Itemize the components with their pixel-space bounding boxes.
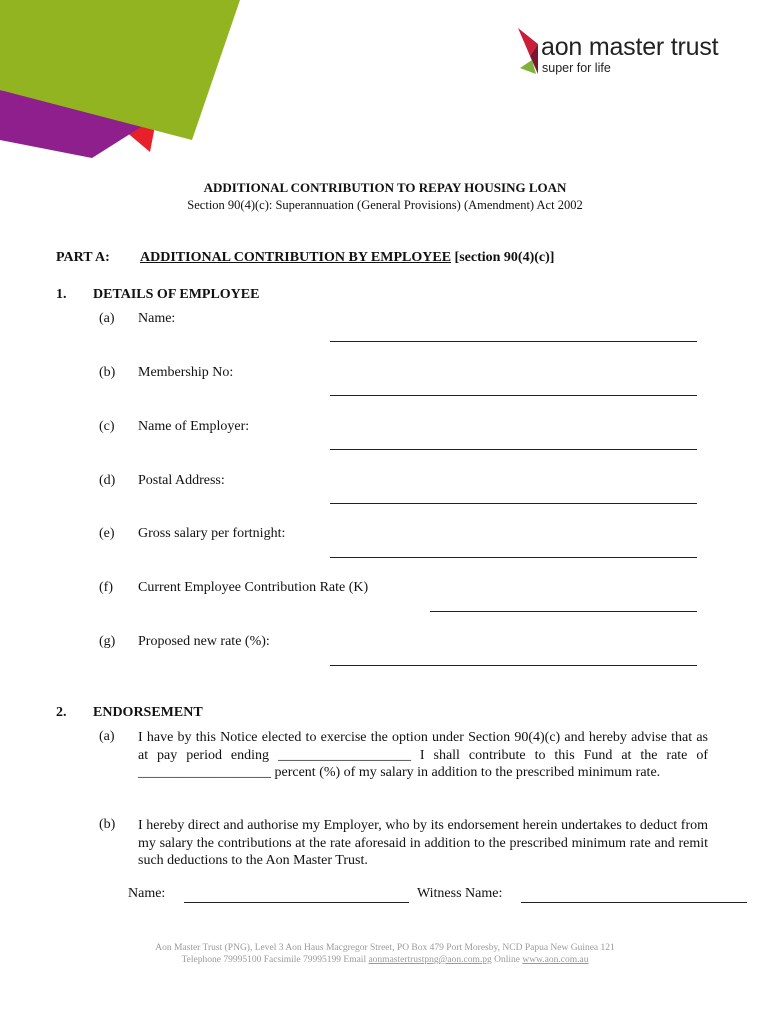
document-subtitle: Section 90(4)(c): Superannuation (General Provisions) (Amendment) Act 2002: [187, 198, 583, 212]
part-a-ref: [section 90(4)(c)]: [451, 250, 555, 265]
item-a-label: Name:: [138, 311, 176, 326]
postal-address-field[interactable]: [330, 503, 697, 504]
item-d-letter: (d): [99, 473, 116, 488]
item-b-letter: (b): [99, 365, 116, 380]
endorsement-para-b: I hereby direct and authorise my Employer, who by its endorsement herein undertakes to deduct from my salary the contributions at the rate aforesaid in addition to the prescribed minimum rate and remit such deductions to the Aon Master Trust.: [138, 818, 708, 868]
witness-name-field[interactable]: [521, 902, 747, 903]
para-a-letter: (a): [99, 729, 115, 744]
signature-name-label: Name:: [128, 886, 166, 901]
witness-name-label: Witness Name:: [417, 886, 503, 901]
footer-phone-fax: Telephone 79995100 Facsimile 79995199 Email: [181, 955, 369, 965]
signature-name-field[interactable]: [184, 902, 409, 903]
endorsement-para-a: I have by this Notice elected to exercise the option under Section 90(4)(c) and hereby advise that as at pay period ending ___________________ I shall contribute to this Fund at the rate of ___________________ percent (%) of my salary in addition to the prescribed minimum rate.: [138, 730, 708, 780]
logo-name: aon master trust: [541, 33, 719, 61]
section-2-title: ENDORSEMENT: [93, 705, 203, 720]
item-e-label: Gross salary per fortnight:: [138, 526, 286, 541]
item-c-letter: (c): [99, 419, 115, 434]
footer-online-label: Online: [491, 955, 523, 965]
item-g-label: Proposed new rate (%):: [138, 634, 270, 649]
item-d-label: Postal Address:: [138, 473, 225, 488]
gross-salary-field[interactable]: [330, 557, 697, 558]
footer-email-link[interactable]: aonmastertrustpng@aon.com.pg: [368, 955, 492, 965]
section-1-title: DETAILS OF EMPLOYEE: [93, 287, 260, 302]
section-1-number: 1.: [56, 287, 67, 302]
item-f-letter: (f): [99, 580, 113, 595]
current-rate-field[interactable]: [430, 611, 697, 612]
part-a-label: PART A:: [56, 250, 110, 265]
proposed-rate-field[interactable]: [330, 665, 697, 666]
para-b-letter: (b): [99, 817, 116, 832]
footer-contact: [0, 954, 770, 966]
header-decoration: [0, 0, 245, 160]
part-a-title: [140, 250, 554, 266]
document-title: ADDITIONAL CONTRIBUTION TO REPAY HOUSING LOAN: [203, 180, 567, 195]
part-a-title-text: ADDITIONAL CONTRIBUTION BY EMPLOYEE: [140, 250, 452, 265]
item-e-letter: (e): [99, 526, 115, 541]
employer-name-field[interactable]: [330, 449, 697, 450]
logo-tagline: super for life: [542, 61, 611, 75]
footer-address: Aon Master Trust (PNG), Level 3 Aon Haus Macgregor Street, PO Box 479 Port Moresby, NCD Papua New Guinea 121: [155, 943, 615, 953]
footer-website-link[interactable]: www.aon.com.au: [522, 955, 589, 965]
item-g-letter: (g): [99, 634, 116, 649]
membership-no-field[interactable]: [330, 395, 697, 396]
item-b-label: Membership No:: [138, 365, 234, 380]
item-a-letter: (a): [99, 311, 115, 326]
item-f-label: Current Employee Contribution Rate (K): [138, 580, 369, 595]
name-field[interactable]: [330, 341, 697, 342]
section-2-number: 2.: [56, 705, 67, 720]
item-c-label: Name of Employer:: [138, 419, 250, 434]
